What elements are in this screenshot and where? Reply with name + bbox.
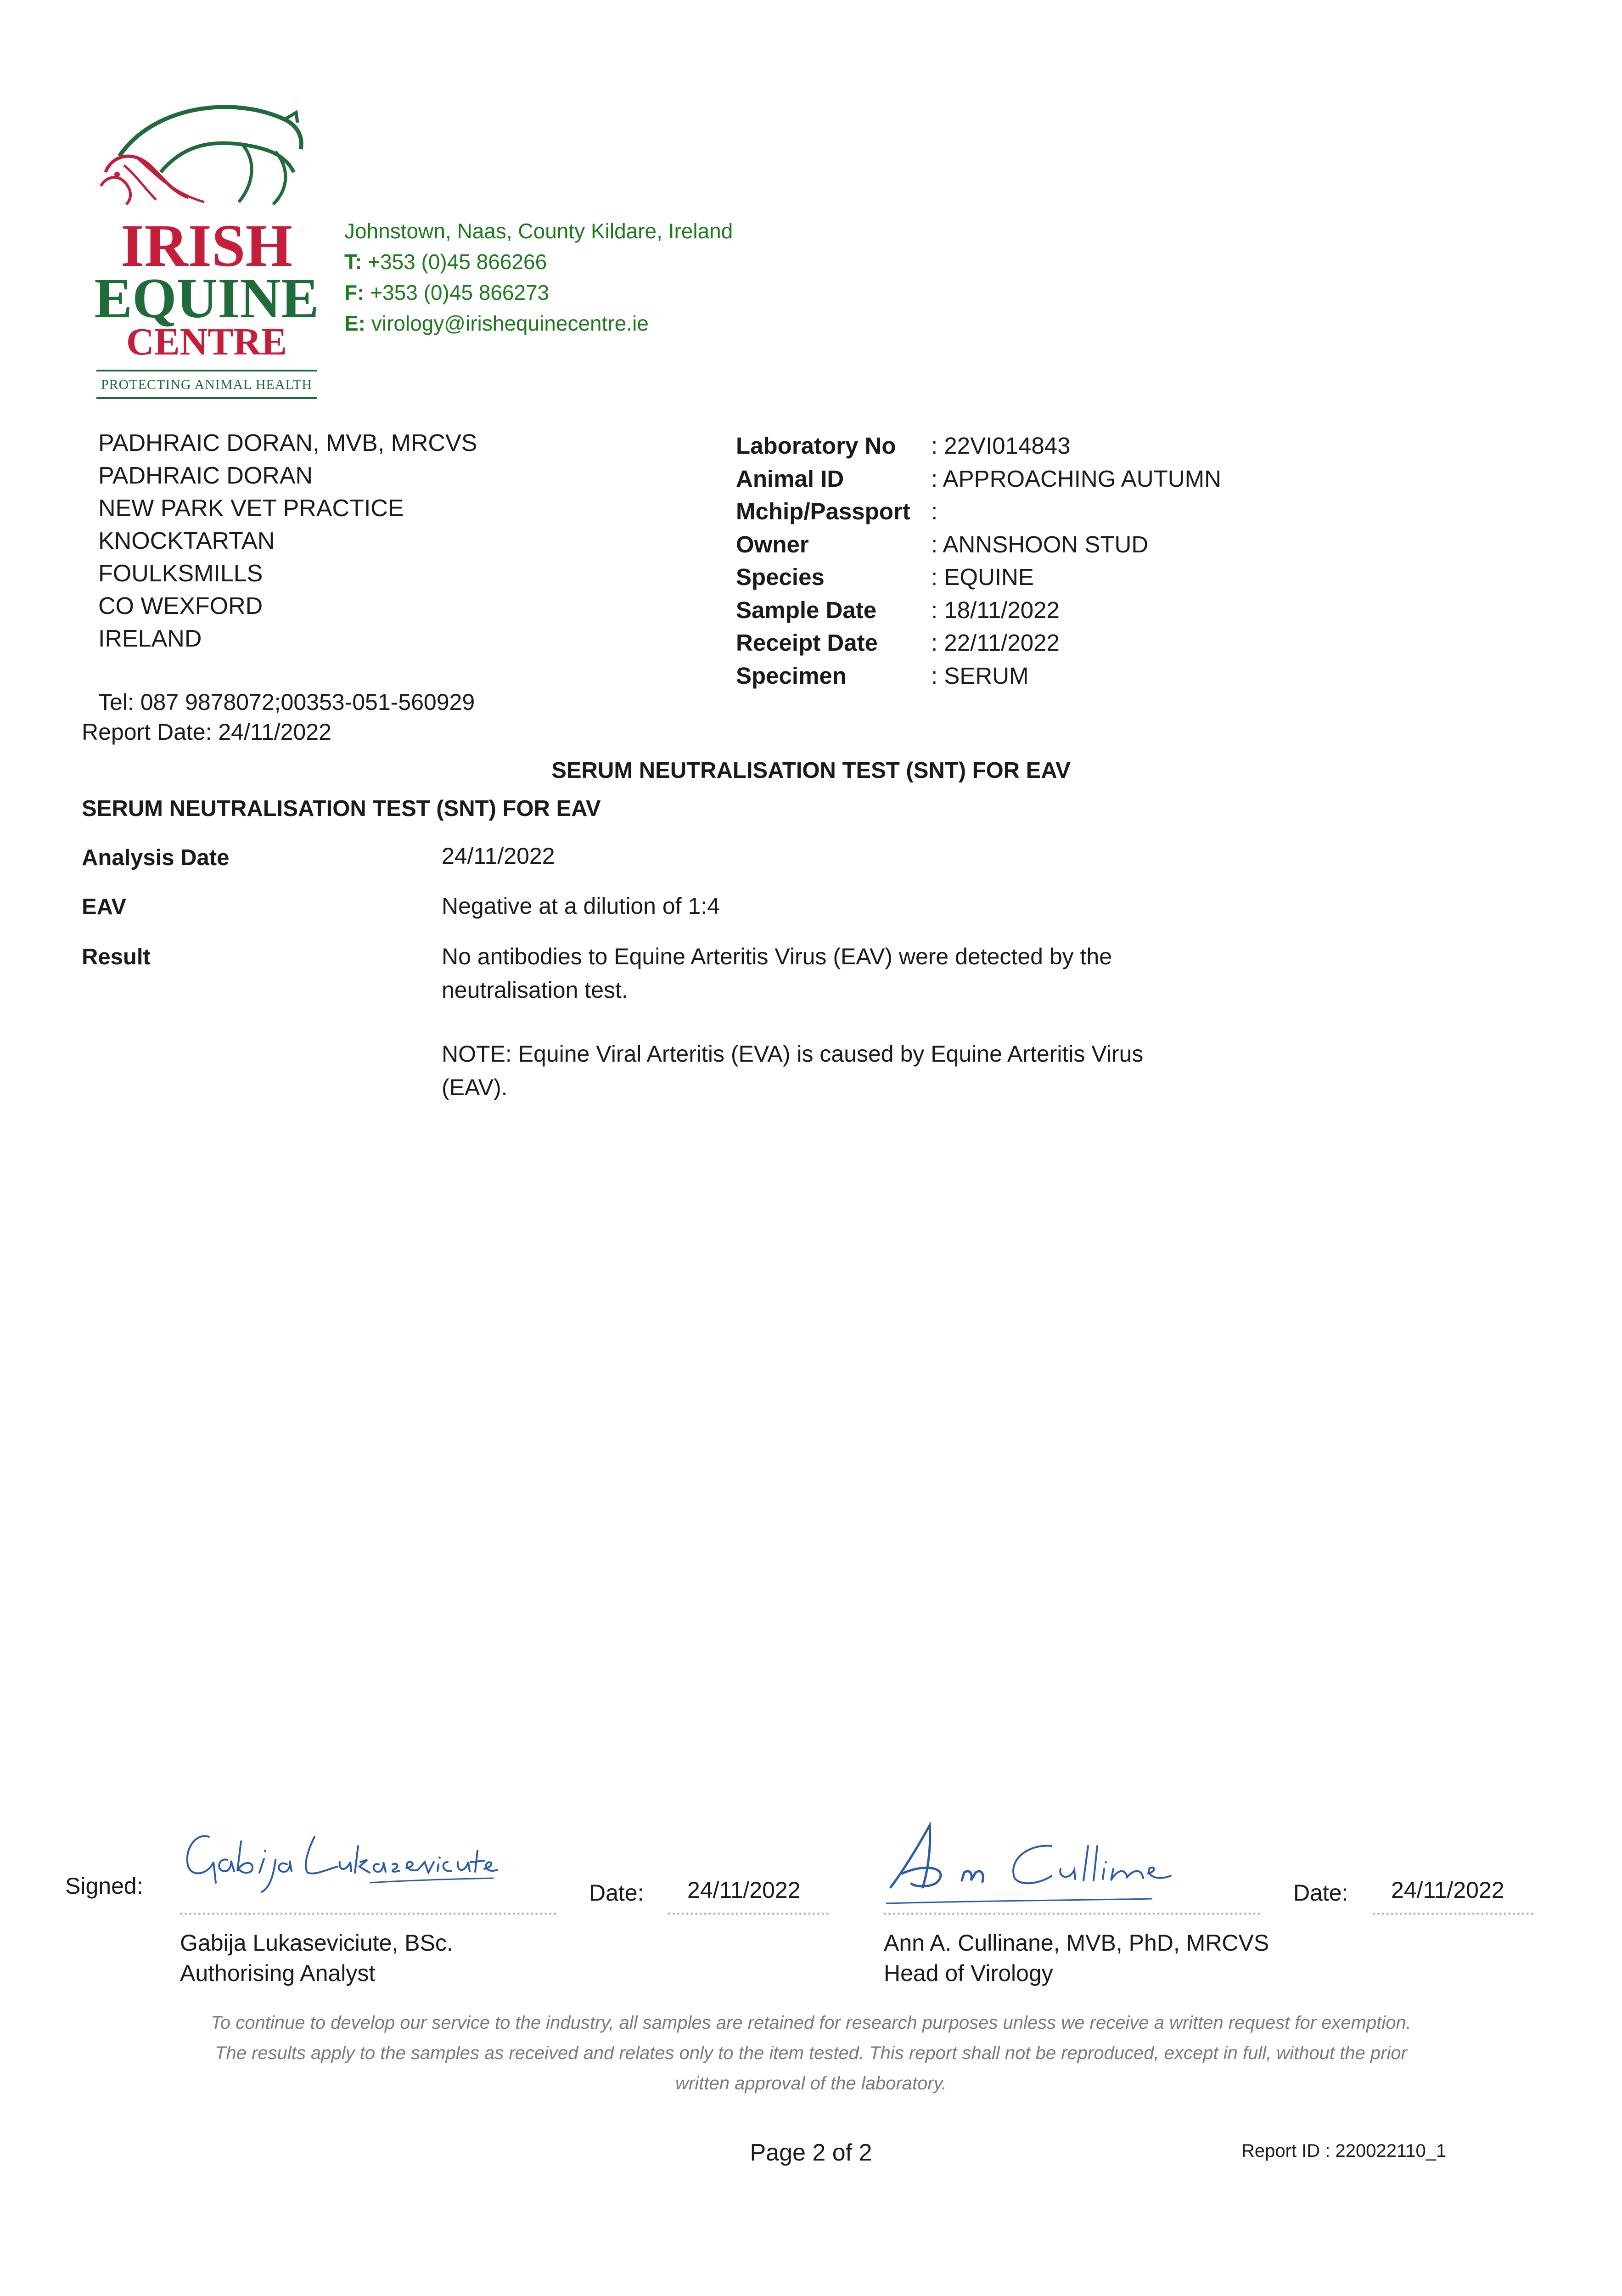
logo-tagline: PROTECTING ANIMAL HEALTH [101, 377, 313, 392]
detail-row: Animal ID : APPROACHING AUTUMN [736, 465, 1221, 492]
signatory-left [180, 1928, 453, 1988]
logo-word-centre: CENTRE [126, 321, 287, 363]
signature-right [877, 1818, 1207, 1910]
disclaimer [156, 2008, 1466, 2099]
disclaimer-line: written approval of the laboratory. [675, 2073, 947, 2093]
note-line: (EAV). [442, 1075, 508, 1100]
irish-equine-centre-logo [92, 94, 321, 402]
recipient-line: FOULKSMILLS [98, 560, 263, 587]
disclaimer-line: The results apply to the samples as received and relates only to the item tested. This report shall not be reproduced, except in full, without the prior [215, 2043, 1407, 2063]
note-line: NOTE: Equine Viral Arteritis (EVA) is caused by Equine Arteritis Virus [442, 1041, 1144, 1067]
date-label-left: Date: [589, 1880, 644, 1906]
date-value-left: 24/11/2022 [687, 1877, 801, 1903]
logo-divider [96, 370, 317, 371]
signature-line-left [180, 1913, 556, 1915]
signatory-name: Gabija Lukaseviciute, BSc. [180, 1930, 453, 1956]
date-value-right: 24/11/2022 [1391, 1877, 1504, 1903]
logo-divider-bottom [96, 397, 317, 399]
detail-row: Sample Date : 18/11/2022 [736, 597, 1060, 623]
lab-address: Johnstown, Naas, County Kildare, Ireland [344, 219, 733, 243]
date-line-right [1373, 1913, 1533, 1915]
result-line: No antibodies to Equine Arteritis Virus (EAV) were detected by the [442, 944, 1112, 969]
signatory-role: Head of Virology [884, 1960, 1053, 1986]
detail-row: Specimen : SERUM [736, 662, 1029, 689]
result-label: Result [82, 945, 151, 969]
eav-label: EAV [82, 895, 127, 919]
result-text [442, 940, 1222, 1104]
signatory-role: Authorising Analyst [180, 1960, 376, 1986]
recipient-line: IRELAND [98, 625, 202, 652]
section-title: SERUM NEUTRALISATION TEST (SNT) FOR EAV [82, 796, 601, 821]
report-id: Report ID : 220022110_1 [1241, 2141, 1447, 2161]
report-date: Report Date: 24/11/2022 [82, 719, 331, 745]
recipient-tel: Tel: 087 9878072;00353-051-560929 [98, 689, 475, 715]
result-line: neutralisation test. [442, 977, 628, 1003]
lab-email: E: virology@irishequinecentre.ie [344, 311, 649, 335]
signature-left [177, 1818, 498, 1896]
analysis-date-value: 24/11/2022 [442, 843, 555, 869]
sample-details [736, 429, 1221, 692]
date-label-right: Date: [1293, 1880, 1348, 1906]
recipient-line: CO WEXFORD [98, 593, 263, 619]
recipient-line: PADHRAIC DORAN [98, 462, 313, 489]
lab-fax: F: +353 (0)45 866273 [344, 281, 550, 304]
detail-row: Receipt Date : 22/11/2022 [736, 630, 1060, 656]
detail-row: Laboratory No : 22VI014843 [736, 433, 1071, 459]
logo-word-equine: EQUINE [94, 267, 319, 330]
recipient-line: KNOCKTARTAN [98, 528, 275, 554]
test-title: SERUM NEUTRALISATION TEST (SNT) FOR EAV [551, 758, 1071, 783]
date-line-left [668, 1913, 829, 1915]
signed-label: Signed: [65, 1873, 143, 1899]
lab-contact-block [344, 216, 733, 339]
recipient-address [98, 427, 477, 655]
recipient-line: PADHRAIC DORAN, MVB, MRCVS [98, 430, 477, 456]
horse-logo-icon [92, 94, 321, 214]
signatory-right [884, 1928, 1269, 1988]
detail-row: Species : EQUINE [736, 564, 1034, 590]
disclaimer-line: To continue to develop our service to the industry, all samples are retained for research purposes unless we receive a written request for exemption. [211, 2013, 1411, 2033]
page-number: Page 2 of 2 [750, 2139, 872, 2166]
logo-word-irish: IRISH [120, 212, 293, 279]
lab-phone: T: +353 (0)45 866266 [344, 250, 547, 274]
detail-row: Mchip/Passport : [736, 498, 938, 524]
signature-line-right [884, 1913, 1260, 1915]
detail-row: Owner : ANNSHOON STUD [736, 531, 1149, 557]
signatory-name: Ann A. Cullinane, MVB, PhD, MRCVS [884, 1930, 1269, 1956]
analysis-date-label: Analysis Date [82, 845, 230, 870]
eav-value: Negative at a dilution of 1:4 [442, 893, 720, 919]
recipient-line: NEW PARK VET PRACTICE [98, 495, 404, 522]
